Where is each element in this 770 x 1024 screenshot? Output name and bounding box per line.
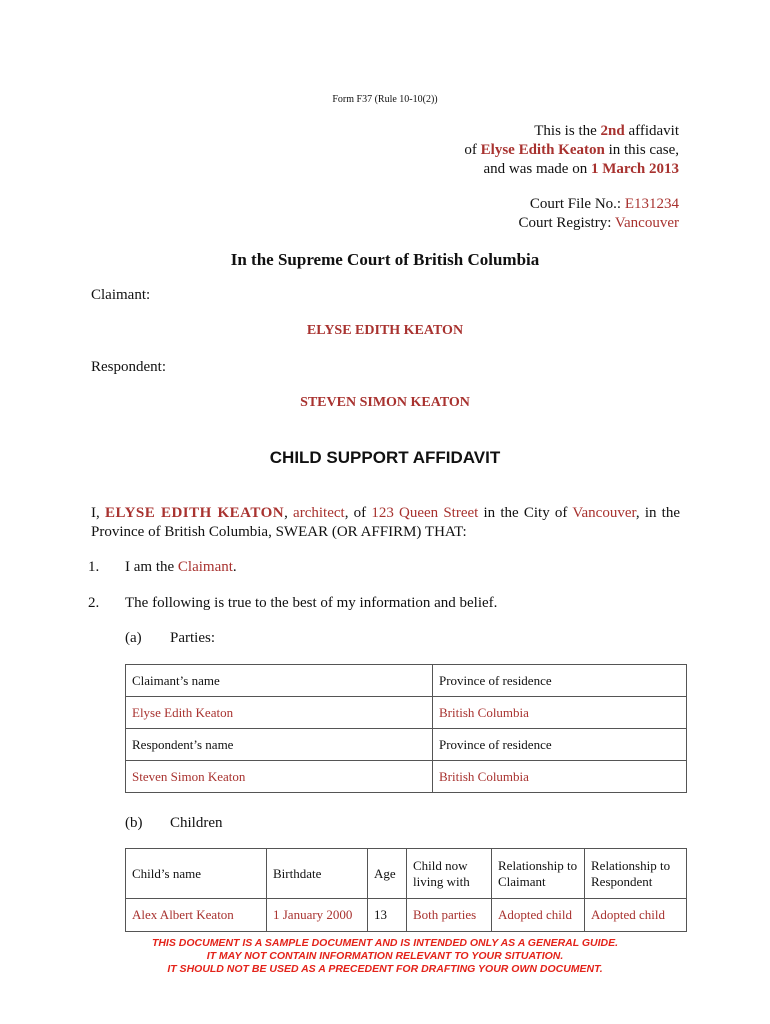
disclaimer-line: THIS DOCUMENT IS A SAMPLE DOCUMENT AND IS INTENDED ONLY AS A GENERAL GUIDE. [151,937,619,949]
claimant-label: Claimant: [91,287,151,303]
affidavit-info [464,122,679,179]
respondent-label: Respondent: [91,359,166,375]
table-row [126,899,687,932]
claimant-province-header: Province of residence [433,665,687,697]
parties-table [125,664,687,793]
intro-text: , of [344,505,372,521]
occupation: architect [293,505,345,521]
affidavit-text: This is the [534,123,601,139]
paragraph-1-number: 1. [88,559,100,575]
court-file-info [518,195,679,233]
court-registry-label: Court Registry: [518,215,615,231]
subsection-b-label: (b) [125,815,143,831]
intro-text: in the City of [478,505,573,521]
address: 123 Queen Street [371,505,479,521]
disclaimer-line: IT SHOULD NOT BE USED AS A PRECEDENT FOR DRAFTING YOUR OWN DOCUMENT. [167,963,603,975]
table-row [126,729,687,761]
intro-text: , [284,505,288,521]
child-relationship-respondent-value: Adopted child [585,899,687,932]
table-row [126,665,687,697]
intro-paragraph [91,504,680,542]
court-file-number: E131234 [624,196,679,212]
affiant-full-name: ELYSE EDITH KEATON [104,505,285,521]
child-age-value: 13 [368,899,407,932]
table-header-row [126,849,687,899]
subsection-a-label: (a) [125,630,142,646]
respondent-name-header: Respondent’s name [126,729,433,761]
header-age: Age [368,849,407,899]
paragraph-2-text: The following is true to the best of my information and belief. [125,595,498,611]
header-birthdate: Birthdate [267,849,368,899]
claimant-province-value: British Columbia [433,697,687,729]
affidavit-text: and was made on [483,161,591,177]
child-relationship-claimant-value: Adopted child [492,899,585,932]
paragraph-1 [125,559,237,576]
affidavit-date: 1 March 2013 [590,161,679,177]
affidavit-text: in this case, [604,142,679,158]
respondent-name: STEVEN SIMON KEATON [300,395,470,410]
header-living-with: Child now living with [407,849,492,899]
disclaimer-line: IT MAY NOT CONTAIN INFORMATION RELEVANT TO YOUR SITUATION. [206,950,564,962]
intro-text: I, [91,505,105,521]
affidavit-text: of [464,142,481,158]
header-relationship-claimant: Relationship to Claimant [492,849,585,899]
affidavit-text: affidavit [624,123,679,139]
city: Vancouver [572,505,636,521]
respondent-name-value: Steven Simon Keaton [126,761,433,793]
child-birthdate-value: 1 January 2000 [267,899,368,932]
affidavit-ordinal: 2nd [600,123,625,139]
document-title: CHILD SUPPORT AFFIDAVIT [269,448,501,467]
claimant-name-header: Claimant’s name [126,665,433,697]
affiant-name: Elyse Edith Keaton [480,142,605,158]
sample-disclaimer [0,937,770,976]
subsection-a-title: Parties: [170,630,215,646]
party-role: Claimant [177,559,233,575]
paragraph-1-text: . [232,559,237,575]
court-registry: Vancouver [614,215,679,231]
respondent-province-value: British Columbia [433,761,687,793]
intro-text: , in the Province of British Columbia, SWEAR (OR AFFIRM) THAT: [91,505,680,540]
claimant-name-value: Elyse Edith Keaton [126,697,433,729]
form-number: Form F37 (Rule 10-10(2)) [332,94,438,105]
header-relationship-respondent: Relationship to Respondent [585,849,687,899]
children-table [125,848,687,932]
paragraph-1-text: I am the [125,559,178,575]
child-name-value: Alex Albert Keaton [126,899,267,932]
child-living-with-value: Both parties [407,899,492,932]
table-row [126,697,687,729]
court-file-label: Court File No.: [529,196,625,212]
table-row [126,761,687,793]
subsection-b-title: Children [170,815,223,831]
claimant-name: ELYSE EDITH KEATON [306,323,464,338]
respondent-province-header: Province of residence [433,729,687,761]
header-child-name: Child’s name [126,849,267,899]
court-title: In the Supreme Court of British Columbia [230,250,540,269]
paragraph-2-number: 2. [88,595,100,611]
